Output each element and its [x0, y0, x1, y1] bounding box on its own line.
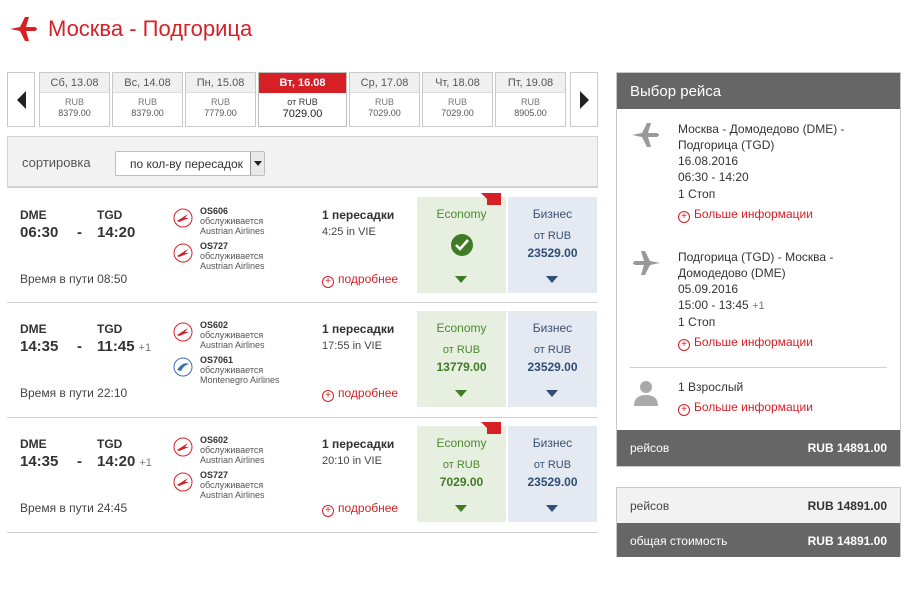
austrian-logo-icon: [173, 322, 193, 342]
date-cell[interactable]: [422, 72, 493, 127]
date-cell[interactable]: [349, 72, 420, 127]
time-separator: -: [77, 224, 82, 241]
arrival-airport: TGD: [97, 208, 123, 222]
fare-from: от RUB: [533, 344, 572, 356]
flight-date: 16.08.2016: [678, 154, 739, 168]
arrival-airport: TGD: [97, 437, 123, 451]
date-currency: от RUB: [287, 97, 318, 107]
airplane-icon: [8, 15, 40, 43]
summary-title: Выбор рейса: [617, 73, 900, 109]
time-separator: -: [77, 338, 82, 355]
expand-arrow-icon: [546, 505, 558, 512]
flight-number: OS727: [200, 470, 229, 480]
date-currency: RUB: [137, 97, 157, 107]
page-title: Москва - Подгорица: [48, 16, 253, 41]
dropdown-arrow-icon: [250, 152, 264, 175]
operator: обслуживается Austrian Airlines: [200, 251, 265, 271]
plus-circle-icon: +: [678, 404, 690, 416]
passenger-count: 1 Взрослый: [678, 380, 744, 394]
plus-circle-icon: +: [322, 505, 334, 517]
bookmark-flag-icon: [487, 193, 501, 205]
page-header: [8, 12, 252, 46]
flight-number: OS606: [200, 206, 229, 216]
sort-value: по кол-ву пересадок: [130, 157, 243, 171]
arrival-time: 14:20 +1: [97, 453, 152, 470]
stops: 1 Стоп: [678, 187, 716, 201]
expand-arrow-icon: [455, 276, 467, 283]
inbound-summary: [630, 249, 890, 359]
departure-airport: DME: [20, 208, 47, 222]
sort-label: сортировка: [22, 155, 91, 170]
stops-count: 1 пересадки: [322, 208, 395, 222]
austrian-logo-icon: [173, 243, 193, 263]
arrival-time: 14:20: [97, 224, 136, 241]
sort-select[interactable]: [115, 151, 265, 176]
flight-row: [7, 302, 598, 418]
date-currency: RUB: [520, 97, 540, 107]
travel-duration: Время в пути 24:45: [20, 501, 128, 515]
layover: 17:55 in VIE: [322, 340, 382, 352]
fare-class: Economy: [436, 207, 487, 221]
fare-price: 23529.00: [527, 246, 578, 260]
flight-segment: [173, 355, 313, 389]
date-selector: [7, 72, 598, 127]
passengers-summary: [630, 379, 890, 423]
check-circle-icon: [450, 233, 474, 257]
fare-price: 7029.00: [439, 475, 484, 489]
flight-number: OS602: [200, 435, 229, 445]
operator: обслуживается Montenegro Airlines: [200, 365, 280, 385]
price-totals: [616, 487, 901, 557]
more-info-link[interactable]: + Больше информации: [678, 206, 888, 223]
business-fare[interactable]: [508, 197, 597, 293]
arrival-airport: TGD: [97, 322, 123, 336]
date-cell[interactable]: [39, 72, 110, 127]
date-cell-selected[interactable]: [258, 72, 347, 127]
date-label: Вт, 16.08: [259, 73, 346, 93]
plus-circle-icon: +: [678, 339, 690, 351]
arrival-time: 11:45 +1: [97, 338, 152, 355]
date-price: 7029.00: [441, 108, 474, 118]
plus-circle-icon: +: [678, 211, 690, 223]
fare-from: от RUB: [533, 459, 572, 471]
stops-count: 1 пересадки: [322, 437, 395, 451]
date-currency: RUB: [210, 97, 230, 107]
airplane-icon: [630, 121, 662, 149]
plus-circle-icon: +: [322, 390, 334, 402]
divider: [630, 367, 887, 368]
date-label: Сб, 13.08: [40, 73, 109, 93]
chevron-right-icon: [580, 91, 589, 109]
flight-number: OS602: [200, 320, 229, 330]
date-label: Пт, 19.08: [496, 73, 565, 93]
flight-number: OS727: [200, 241, 229, 251]
economy-fare-selected[interactable]: [417, 197, 506, 293]
date-price: 7779.00: [204, 108, 237, 118]
fare-price: 13779.00: [436, 360, 487, 374]
fare-from: от RUB: [442, 344, 481, 356]
flight-segment: [173, 435, 313, 469]
travel-duration: Время в пути 08:50: [20, 272, 128, 286]
date-price: 7029.00: [282, 108, 323, 120]
details-link[interactable]: + подробнее: [322, 272, 398, 288]
economy-fare[interactable]: [417, 311, 506, 407]
airplane-icon: [630, 249, 662, 277]
montenegro-logo-icon: [173, 357, 193, 377]
more-info-link[interactable]: + Больше информации: [678, 399, 888, 416]
departure-airport: DME: [20, 322, 47, 336]
flight-segment: [173, 320, 313, 354]
date-cell[interactable]: [112, 72, 183, 127]
fare-class: Бизнес: [532, 321, 573, 335]
operator: обслуживается Austrian Airlines: [200, 480, 265, 500]
flight-row: [7, 187, 598, 303]
austrian-logo-icon: [173, 472, 193, 492]
fare-from: от RUB: [533, 230, 572, 242]
business-fare[interactable]: [508, 426, 597, 522]
business-fare[interactable]: [508, 311, 597, 407]
flights-total-row: [617, 488, 900, 523]
summary-footer: [617, 430, 900, 466]
date-cell[interactable]: [495, 72, 566, 127]
operator: обслуживается Austrian Airlines: [200, 216, 265, 236]
fare-price: 23529.00: [527, 360, 578, 374]
footer-amount: RUB 14891.00: [807, 441, 887, 455]
stops-count: 1 пересадки: [322, 322, 395, 336]
layover: 4:25 in VIE: [322, 226, 376, 238]
austrian-logo-icon: [173, 208, 193, 228]
total-amount: RUB 14891.00: [807, 534, 887, 548]
date-label: Вс, 14.08: [113, 73, 182, 93]
flight-number: OS7061: [200, 355, 234, 365]
travel-duration: Время в пути 22:10: [20, 386, 128, 400]
stops: 1 Стоп: [678, 315, 716, 329]
plus-circle-icon: +: [322, 276, 334, 288]
flight-times: 15:00 - 13:45 +1: [678, 298, 765, 312]
flight-segment: [173, 241, 313, 275]
fare-class: Economy: [436, 436, 487, 450]
date-currency: RUB: [64, 97, 84, 107]
layover: 20:10 in VIE: [322, 455, 382, 467]
details-link[interactable]: + подробнее: [322, 501, 398, 517]
economy-fare[interactable]: [417, 426, 506, 522]
date-currency: RUB: [374, 97, 394, 107]
date-price: 7029.00: [368, 108, 401, 118]
expand-arrow-icon: [546, 390, 558, 397]
departure-time: 14:35: [20, 338, 59, 355]
sort-bar: [7, 136, 598, 187]
next-dates-button[interactable]: [570, 72, 598, 127]
grand-total-row: [617, 523, 900, 557]
departure-airport: DME: [20, 437, 47, 451]
austrian-logo-icon: [173, 437, 193, 457]
bookmark-flag-icon: [487, 422, 501, 434]
total-label: общая стоимость: [630, 534, 728, 548]
details-link[interactable]: + подробнее: [322, 386, 398, 402]
date-price: 8379.00: [58, 108, 91, 118]
fare-price: 23529.00: [527, 475, 578, 489]
expand-arrow-icon: [455, 390, 467, 397]
route: Подгорица (TGD) - Москва - Домодедово (DME): [678, 250, 834, 280]
fare-class: Бизнес: [532, 436, 573, 450]
fare-class: Economy: [436, 321, 487, 335]
flight-segment: [173, 470, 313, 504]
expand-arrow-icon: [546, 276, 558, 283]
flight-times: 06:30 - 14:20: [678, 170, 749, 184]
fare-from: от RUB: [442, 459, 481, 471]
flight-segment: [173, 206, 313, 240]
prev-dates-button[interactable]: [7, 72, 35, 127]
date-cell[interactable]: [185, 72, 256, 127]
departure-time: 06:30: [20, 224, 59, 241]
date-price: 8905.00: [514, 108, 547, 118]
operator: обслуживается Austrian Airlines: [200, 330, 265, 350]
date-price: 8379.00: [131, 108, 164, 118]
flight-row: [7, 417, 598, 533]
person-icon: [630, 379, 662, 407]
date-currency: RUB: [447, 97, 467, 107]
operator: обслуживается Austrian Airlines: [200, 445, 265, 465]
date-label: Чт, 18.08: [423, 73, 492, 93]
departure-time: 14:35: [20, 453, 59, 470]
date-label: Ср, 17.08: [350, 73, 419, 93]
flights-amount: RUB 14891.00: [807, 499, 887, 513]
flights-label: рейсов: [630, 499, 670, 513]
chevron-left-icon: [17, 91, 26, 109]
selection-summary: [616, 72, 901, 467]
footer-label: рейсов: [630, 441, 670, 455]
outbound-summary: [630, 121, 890, 231]
flight-date: 05.09.2016: [678, 282, 739, 296]
time-separator: -: [77, 453, 82, 470]
more-info-link[interactable]: + Больше информации: [678, 334, 888, 351]
expand-arrow-icon: [455, 505, 467, 512]
date-label: Пн, 15.08: [186, 73, 255, 93]
route: Москва - Домодедово (DME) - Подгорица (TGD): [678, 122, 845, 152]
fare-class: Бизнес: [532, 207, 573, 221]
